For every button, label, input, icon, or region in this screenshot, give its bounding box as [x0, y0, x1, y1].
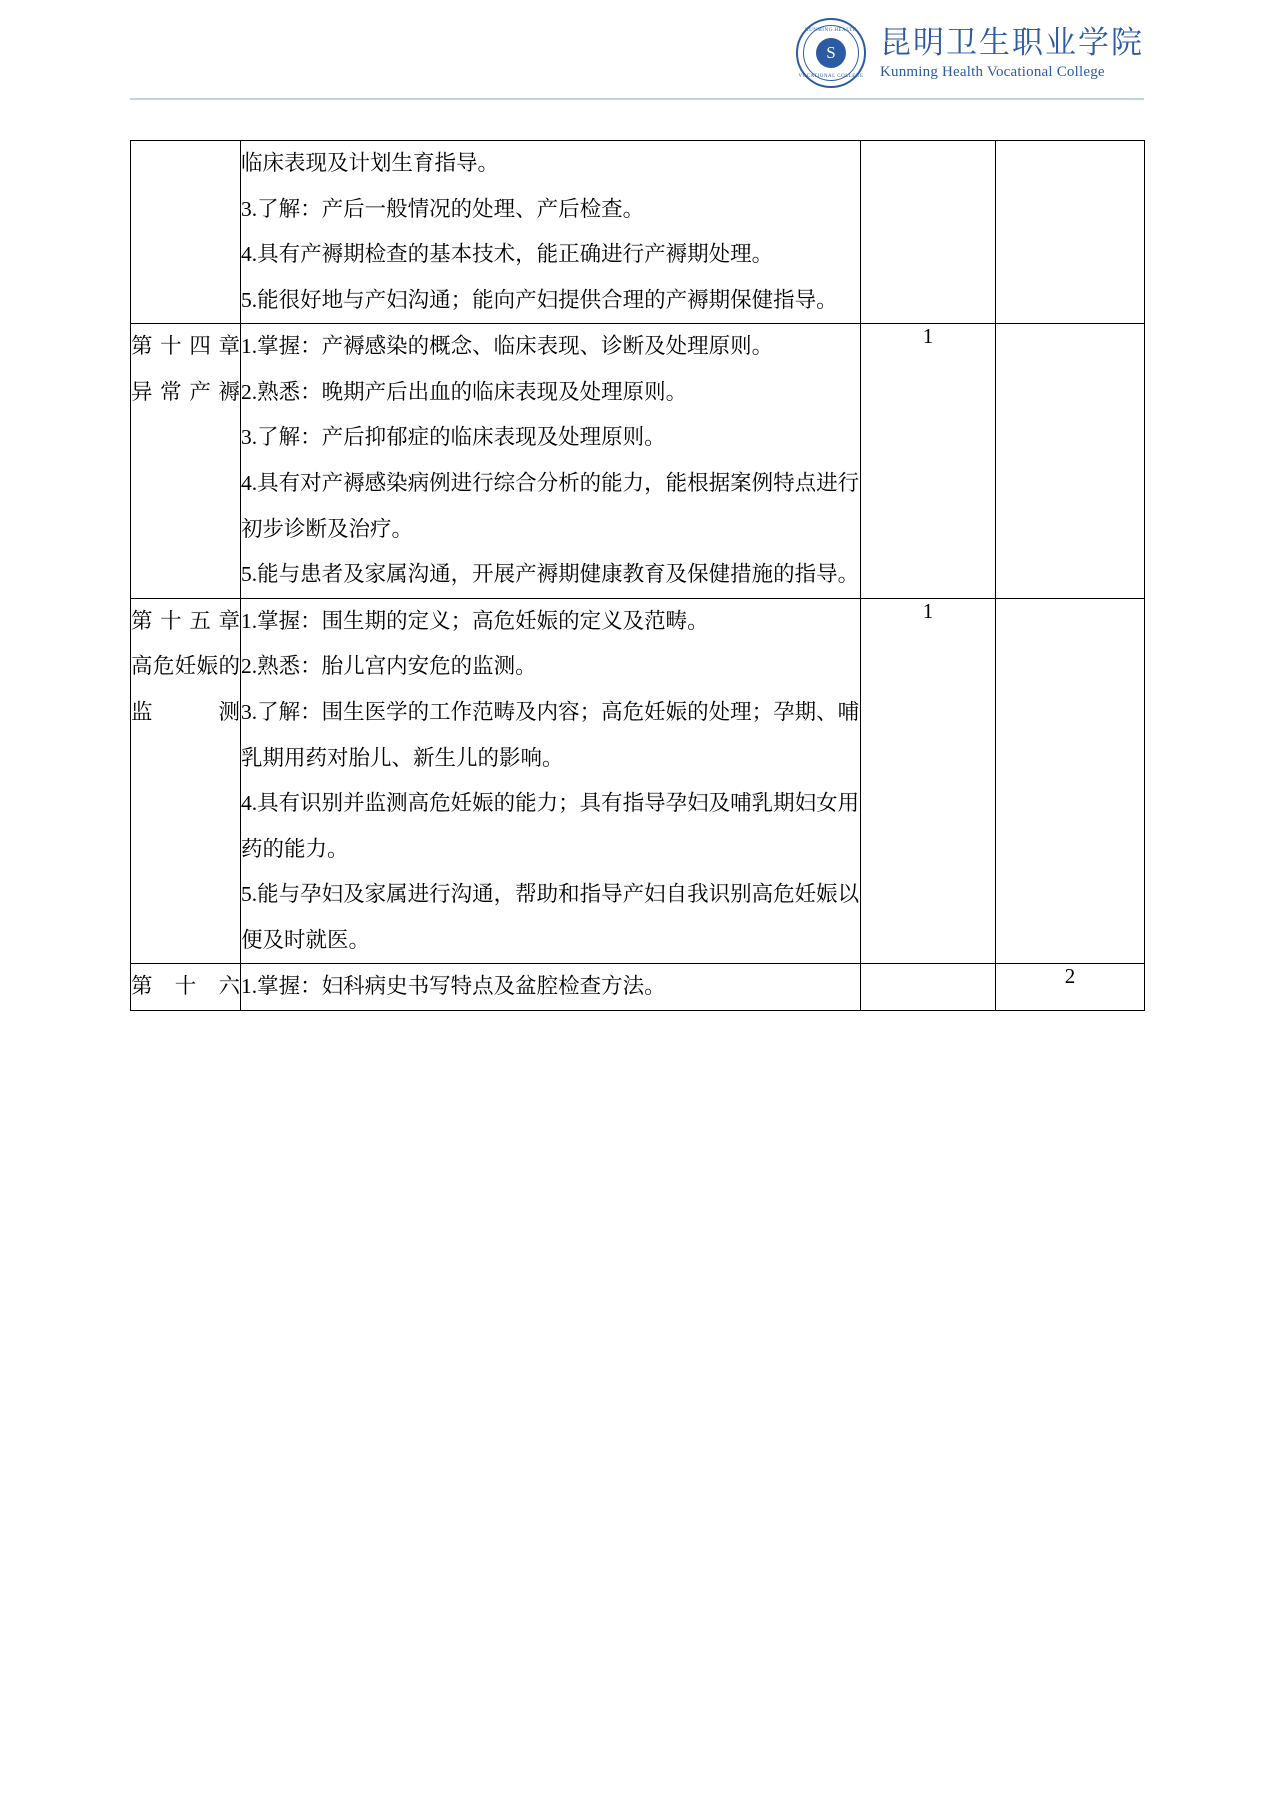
practice-hours-cell: 2	[996, 964, 1145, 1011]
theory-hours-cell	[861, 964, 996, 1011]
table-row	[131, 324, 1145, 598]
college-seal-icon	[796, 18, 866, 88]
table-container	[0, 110, 1274, 1011]
theory-hours-cell	[861, 141, 996, 324]
content-cell	[241, 141, 861, 324]
chapter-cell	[131, 141, 241, 324]
content-line: 3.了解：产后抑郁症的临床表现及处理原则。	[241, 425, 666, 450]
table-row	[131, 964, 1145, 1011]
content-line: 5.能与患者及家属沟通，开展产褥期健康教育及保健措施的指导。	[241, 562, 860, 587]
content-cell	[241, 964, 861, 1011]
header-divider	[130, 98, 1144, 100]
content-cell	[241, 324, 861, 598]
chapter-cell: 第十五章 高危妊娠的监测	[131, 598, 241, 964]
practice-hours-cell	[996, 324, 1145, 598]
content-line: 5.能与孕妇及家属进行沟通，帮助和指导产妇自我识别高危妊娠以便及时就医。	[241, 882, 860, 952]
seal-center-char: S	[816, 38, 846, 68]
content-line: 2.熟悉：晚期产后出血的临床表现及处理原则。	[241, 379, 688, 404]
chapter-cell: 第十六	[131, 964, 241, 1011]
table-row	[131, 141, 1145, 324]
content-line: 1.掌握：围生期的定义；高危妊娠的定义及范畴。	[241, 608, 709, 633]
content-line: 4.具有产褥期检查的基本技术，能正确进行产褥期处理。	[241, 242, 774, 267]
content-line: 2.熟悉：胎儿宫内安危的监测。	[241, 654, 537, 679]
table-row	[131, 598, 1145, 964]
chapter-cell: 第十四章 异常产褥	[131, 324, 241, 598]
content-line: 临床表现及计划生育指导。	[241, 151, 500, 175]
content-line: 3.了解：产后一般情况的处理、产后检查。	[241, 196, 645, 221]
page-header	[0, 0, 1274, 110]
seal-arc-top-text: KUNMING HEALTH	[805, 28, 857, 33]
content-line: 5.能很好地与产妇沟通；能向产妇提供合理的产褥期保健指导。	[241, 287, 838, 312]
content-line: 4.具有对产褥感染病例进行综合分析的能力，能根据案例特点进行初步诊断及治疗。	[241, 471, 860, 541]
practice-hours-cell	[996, 141, 1145, 324]
course-outline-table	[130, 140, 1145, 1011]
college-name-en: Kunming Health Vocational College	[880, 63, 1105, 80]
seal-arc-bottom-text: VOCATIONAL COLLEGE	[798, 74, 864, 79]
content-line: 1.掌握：妇科病史书写特点及盆腔检查方法。	[241, 974, 666, 999]
content-line: 3.了解：围生医学的工作范畴及内容；高危妊娠的处理；孕期、哺乳期用药对胎儿、新生儿的影响。	[241, 699, 860, 770]
theory-hours-cell: 1	[861, 598, 996, 964]
content-cell	[241, 598, 861, 964]
content-line: 4.具有识别并监测高危妊娠的能力；具有指导孕妇及哺乳期妇女用药的能力。	[241, 791, 860, 861]
college-name-block	[880, 26, 1144, 81]
theory-hours-cell: 1	[861, 324, 996, 598]
college-name-cn: 昆明卫生职业学院	[880, 24, 1144, 60]
college-logo	[796, 18, 1144, 88]
content-line: 1.掌握：产褥感染的概念、临床表现、诊断及处理原则。	[241, 334, 774, 359]
practice-hours-cell	[996, 598, 1145, 964]
